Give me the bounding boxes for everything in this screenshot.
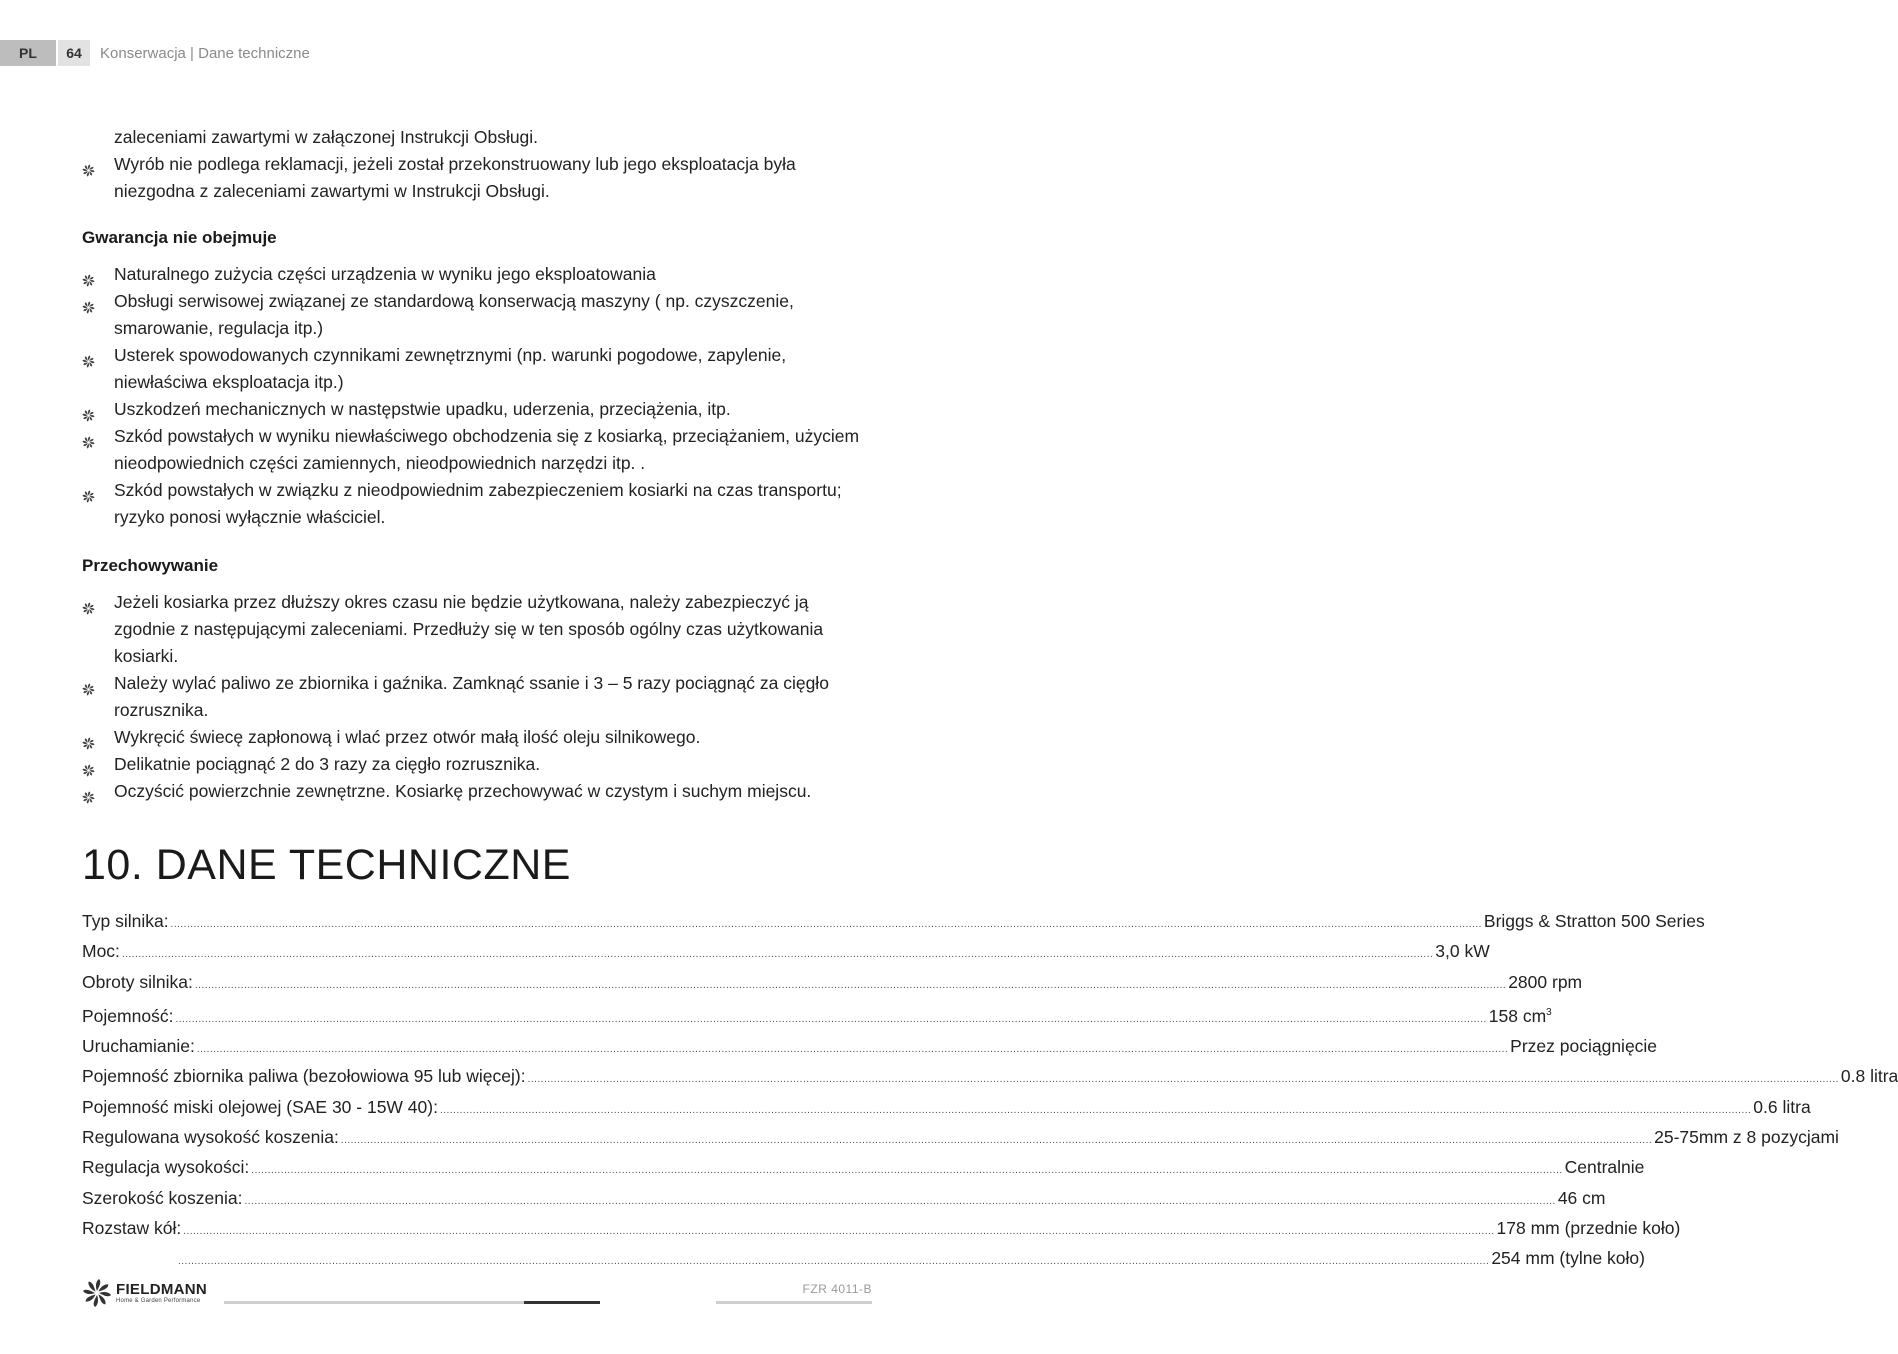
bullet-icon xyxy=(82,677,95,690)
spec-value xyxy=(1497,1215,1681,1242)
spec-row xyxy=(82,1185,1606,1215)
list-item-text: Delikatnie pociągnąć 2 do 3 razy za cięgło rozrusznika. xyxy=(114,754,541,774)
language-tab: PL xyxy=(0,40,56,66)
page-number: 64 xyxy=(58,40,90,66)
spec-label: Pojemność: xyxy=(82,1005,174,1026)
leader-dots: ................................................................................................................................................................................................................................................................................................................................................................................................................ xyxy=(178,1256,1490,1268)
storage-list xyxy=(82,589,872,805)
spec-row xyxy=(82,1094,1811,1124)
list-item xyxy=(82,342,872,396)
spec-row xyxy=(82,938,1490,968)
leader-dots: ................................................................................................................................................................................................................................................................................................................................................................................................................ xyxy=(121,949,1434,961)
spec-value-superscript: 3 xyxy=(1546,1006,1552,1018)
spec-row xyxy=(82,1063,1898,1093)
footer-rule-dark xyxy=(524,1301,600,1304)
spec-row xyxy=(82,908,1705,938)
spec-value xyxy=(1491,1245,1645,1272)
spec-value-text: 0.8 litra xyxy=(1840,1066,1898,1087)
spec-value-text: 0.6 litra xyxy=(1753,1096,1811,1117)
spec-value xyxy=(1565,1154,1645,1181)
spec-label: Typ silnika: xyxy=(82,911,169,931)
list-item-text: Obsługi serwisowej związanej ze standardową konserwacją maszyny ( np. czyszczenie, smarowanie, regulacja itp.) xyxy=(114,291,794,338)
list-item-text: Szkód powstałych w związku z nieodpowiednim zabezpieczeniem kosiarki na czas transportu; ryzyko ponosi wyłącznie właściciel. xyxy=(114,480,842,527)
list-item-text: Oczyścić powierzchnie zewnętrzne. Kosiarkę przechowywać w czystym i suchym miejscu. xyxy=(114,781,812,801)
bullet-icon xyxy=(82,484,95,497)
spec-value-text: 178 mm (przednie koło) xyxy=(1496,1217,1681,1238)
spec-value xyxy=(1435,938,1489,965)
tech-specs-table xyxy=(82,908,1898,1275)
leader-dots: ................................................................................................................................................................................................................................................................................................................................................................................................................ xyxy=(340,1134,1653,1146)
bullet-icon xyxy=(82,158,95,171)
spec-label: Uruchamianie: xyxy=(82,1036,195,1057)
fan-logo-icon xyxy=(82,1278,112,1308)
list-item xyxy=(82,261,872,288)
section-title: Konserwacja | Dane techniczne xyxy=(100,44,310,62)
spec-value-text: 254 mm (tylne koło) xyxy=(1491,1248,1645,1269)
leader-dots: ................................................................................................................................................................................................................................................................................................................................................................................................................ xyxy=(244,1195,1556,1207)
guarantee-list xyxy=(82,261,872,531)
spec-value-text: 158 cm xyxy=(1488,1005,1547,1026)
list-item-text: Usterek spowodowanych czynnikami zewnętrznymi (np. warunki pogodowe, zapylenie, niewłaściwa eksploatacja itp.) xyxy=(114,345,787,392)
leader-dots: ................................................................................................................................................................................................................................................................................................................................................................................................................ xyxy=(175,1013,1487,1025)
footer-rule-mid xyxy=(600,1301,716,1304)
spec-value xyxy=(1558,1185,1606,1212)
spec-row xyxy=(82,1033,1658,1063)
spec-value-text: 46 cm xyxy=(1557,1187,1606,1208)
footer-rule-right xyxy=(716,1301,872,1304)
spec-value xyxy=(1654,1124,1839,1151)
list-item xyxy=(82,396,872,423)
spec-value xyxy=(1489,999,1552,1030)
spec-label: Pojemność zbiornika paliwa (bezołowiowa 95 lub więcej): xyxy=(82,1066,526,1087)
bullet-icon xyxy=(82,430,95,443)
spec-label: Szerokość koszenia: xyxy=(82,1187,243,1208)
bullet-icon xyxy=(82,349,95,362)
spec-label: Obroty silnika: xyxy=(82,971,193,992)
spec-row xyxy=(82,999,1552,1033)
spec-value-text: 25-75mm z 8 pozycjami xyxy=(1654,1126,1839,1147)
bullet-icon xyxy=(82,295,95,308)
intro-continuation: zaleceniami zawartymi w załączonej Instrukcji Obsługi. xyxy=(114,127,539,147)
spec-value-text: Briggs & Stratton 500 Series xyxy=(1483,911,1705,931)
list-item-text: Wyrób nie podlega reklamacji, jeżeli został przekonstruowany lub jego eksploatacja była niezgodna z zaleceniami zawartymi w Instrukcji Obsługi. xyxy=(114,154,796,201)
brand-name: FIELDMANN xyxy=(116,1280,208,1298)
brand-tagline: Home & Garden Performance xyxy=(116,1297,201,1304)
leader-dots: ................................................................................................................................................................................................................................................................................................................................................................................................................ xyxy=(194,979,1507,991)
list-item xyxy=(82,423,872,477)
guarantee-heading: Gwarancja nie obejmuje xyxy=(82,228,277,247)
page-content xyxy=(82,124,1898,1275)
footer-rule-left xyxy=(224,1301,524,1304)
leader-dots: ................................................................................................................................................................................................................................................................................................................................................................................................................ xyxy=(527,1074,1839,1086)
list-item xyxy=(82,151,872,205)
storage-heading: Przechowywanie xyxy=(82,556,219,575)
list-item-text: Należy wylać paliwo ze zbiornika i gaźnika. Zamknąć ssanie i 3 – 5 razy pociągnąć za cięgło rozrusznika. xyxy=(114,673,829,720)
spec-value-text: 2800 rpm xyxy=(1508,971,1583,992)
intro-list xyxy=(82,151,872,205)
tech-specs-title: 10. DANE TECHNICZNE xyxy=(82,841,571,889)
list-item xyxy=(82,288,872,342)
spec-row xyxy=(82,1154,1645,1184)
leader-dots: ................................................................................................................................................................................................................................................................................................................................................................................................................ xyxy=(439,1104,1752,1116)
list-item-text: Uszkodzeń mechanicznych w następstwie upadku, uderzenia, przeciążenia, itp. xyxy=(114,399,731,419)
list-item xyxy=(82,751,872,778)
list-item-text: Szkód powstałych w wyniku niewłaściwego obchodzenia się z kosiarką, przeciążaniem, użyciem nieodpowiednich części zamiennych, nieodpowiednich narzędzi itp. . xyxy=(114,426,860,473)
spec-value xyxy=(1508,969,1582,996)
leader-dots: ................................................................................................................................................................................................................................................................................................................................................................................................................ xyxy=(183,1225,1495,1237)
list-item xyxy=(82,724,872,751)
list-item-text: Naturalnego zużycia części urządzenia w wyniku jego eksploatowania xyxy=(114,264,656,284)
leader-dots: ................................................................................................................................................................................................................................................................................................................................................................................................................ xyxy=(251,1165,1563,1177)
spec-value xyxy=(1841,1063,1898,1090)
leader-dots: ................................................................................................................................................................................................................................................................................................................................................................................................................ xyxy=(196,1044,1509,1056)
spec-label: Rozstaw kół: xyxy=(82,1217,182,1238)
spec-row xyxy=(82,969,1583,999)
list-item xyxy=(82,589,872,670)
bullet-icon xyxy=(82,596,95,609)
bullet-icon xyxy=(82,403,95,416)
spec-value-text: 3,0 kW xyxy=(1435,941,1490,962)
spec-row xyxy=(82,1124,1839,1154)
page-header xyxy=(0,40,310,66)
bullet-icon xyxy=(82,758,95,771)
list-item-text: Jeżeli kosiarka przez dłuższy okres czasu nie będzie użytkowana, należy zabezpieczyć ją zgodnie z następującymi zaleceniami. Przedłuży się w ten sposób ogólny czas użytkowania kosiarki. xyxy=(114,592,824,666)
spec-value-text: Przez pociągnięcie xyxy=(1510,1036,1658,1057)
spec-label: Pojemność miski olejowej (SAE 30 - 15W 40): xyxy=(82,1096,438,1117)
spec-row xyxy=(82,1215,1681,1245)
list-item xyxy=(82,778,872,805)
spec-label: Regulowana wysokość koszenia: xyxy=(82,1126,339,1147)
list-item-text: Wykręcić świecę zapłonową i wlać przez otwór małą ilość oleju silnikowego. xyxy=(114,727,701,747)
leader-dots: ................................................................................................................................................................................................................................................................................................................................................................................................................ xyxy=(170,919,1482,930)
fieldmann-logo xyxy=(82,1278,207,1308)
bullet-icon xyxy=(82,268,95,281)
page-footer xyxy=(82,1278,872,1318)
list-item xyxy=(82,670,872,724)
model-number: FZR 4011-B xyxy=(802,1282,872,1296)
spec-row xyxy=(82,1245,1645,1275)
bullet-icon xyxy=(82,785,95,798)
spec-value xyxy=(1510,1033,1657,1060)
spec-label: Moc: xyxy=(82,941,120,962)
list-item xyxy=(82,477,872,531)
spec-value xyxy=(1753,1094,1810,1121)
spec-value-text: Centralnie xyxy=(1564,1157,1645,1178)
spec-value xyxy=(1484,908,1705,935)
bullet-icon xyxy=(82,731,95,744)
spec-label: Regulacja wysokości: xyxy=(82,1157,250,1178)
